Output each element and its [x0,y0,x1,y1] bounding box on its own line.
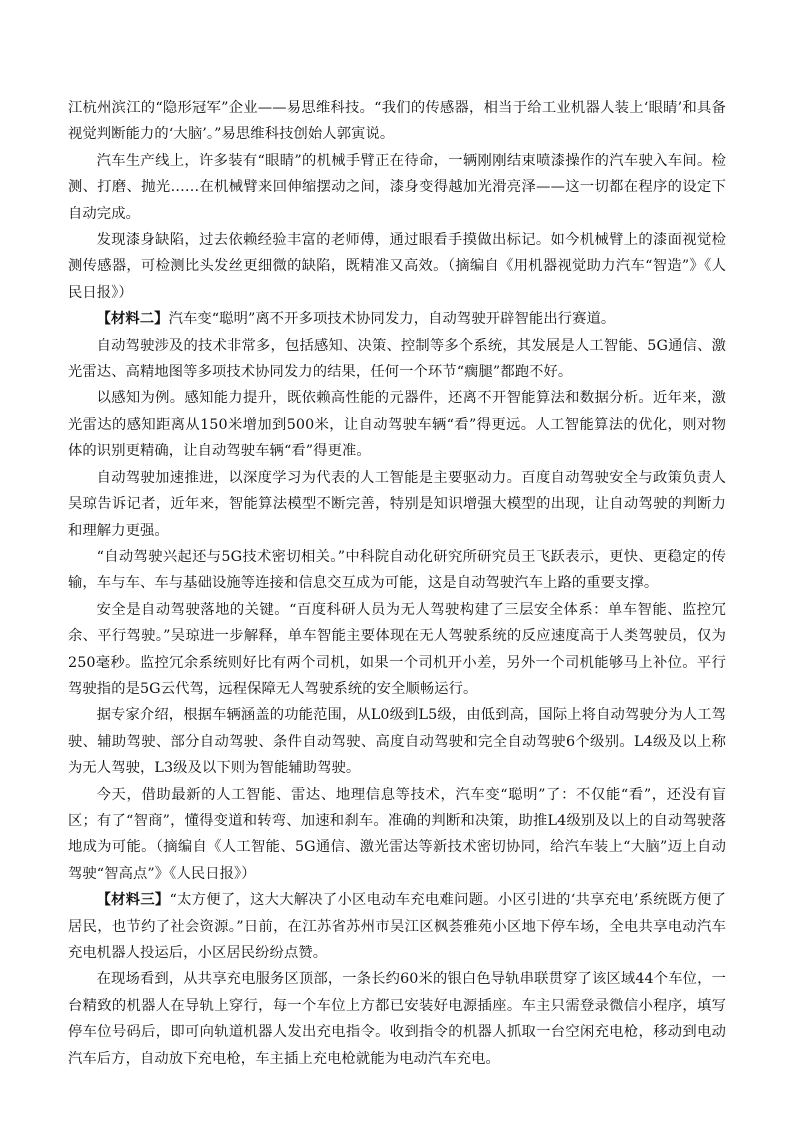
paragraph-text: 汽车变“聪明”离不开多项技术协同发力，自动驾驶开辟智能出行赛道。 [168,311,616,328]
paragraph-text: 今天，借助最新的人工智能、雷达、地理信息等技术，汽车变“聪明”了：不仅能“看”，还没有盲区；有了“智商”，懂得变道和转弯、加速和刹车。准确的判断和决策，助推L4级别及以上的自动驾驶落地成为可能。（摘编自《人工智能、5G通信、激光雷达等新技术密切协同，给汽车装上“大脑”迈上自动驾驶“智高点”》《人民日报》） [68,786,726,882]
material-2-intro [68,306,726,332]
paragraph-2 [68,148,726,227]
paragraph-text: 在现场看到，从共享充电服务区顶部，一条长约60米的银白色导轨串联贯穿了该区域44个车位，一台精致的机器人在导轨上穿行，每一个车位上方都已安装好电源插座。车主只需登录微信小程序，填写停车位号码后，即可向轨道机器人发出充电指令。收到指令的机器人抓取一台空闲充电枪，移动到电动汽车后方，自动放下充电枪，车主插上充电枪就能为电动汽车充电。 [68,971,726,1067]
material-3-intro [68,887,726,966]
paragraph-text: 以感知为例。感知能力提升，既依赖高性能的元器件，还离不开智能算法和数据分析。近年来，激光雷达的感知距离从150米增加到500米，让自动驾驶车辆“看”得更远。人工智能算法的优化，则对物体的识别更精确，让自动驾驶车辆“看”得更准。 [68,390,726,460]
paragraph-9 [68,597,726,703]
article-body [68,95,726,1072]
paragraph-text: “自动驾驶兴起还与5G技术密切相关。”中科院自动化研究所研究员王飞跃表示，更快、更稳定的传输，车与车、车与基础设施等连接和信息交互成为可能，这是自动驾驶汽车上路的重要支撑。 [68,548,726,592]
paragraph-11 [68,782,726,888]
paragraph-text: 汽车生产线上，许多装有“眼睛”的机械手臂正在待命，一辆刚刚结束喷漆操作的汽车驶入车间。检测、打磨、抛光……在机械臂来回伸缩摆动之间，漆身变得越加光滑亮泽——这一切都在程序的设定下自动完成。 [68,152,726,222]
paragraph-6 [68,385,726,464]
paragraph-text: “太方便了，这大大解决了小区电动车充电难问题。小区引进的‘共享充电’系统既方便了居民，也节约了社会资源。”日前，在江苏省苏州市吴江区枫荟雅苑小区地下停车场，全电共享电动汽车充电机器人投运后，小区居民纷纷点赞。 [68,892,726,961]
paragraph-7 [68,465,726,544]
paragraph-text: 自动驾驶涉及的技术非常多，包括感知、决策、控制等多个系统，其发展是人工智能、5G通信、激光雷达、高精地图等多项技术协同发力的结果，任何一个环节“瘸腿”都跑不好。 [68,337,726,381]
paragraph-text: 自动驾驶加速推进，以深度学习为代表的人工智能是主要驱动力。百度自动驾驶安全与政策负责人吴琼告诉记者，近年来，智能算法模型不断完善，特别是知识增强大模型的出现，让自动驾驶的判断力和理解力更强。 [68,469,726,539]
paragraph-10 [68,702,726,781]
material-2-label: 【材料二】 [96,311,169,328]
paragraph-text: 江杭州滨江的“隐形冠军”企业——易思维科技。“我们的传感器，相当于给工业机器人装上‘眼睛’和具备视觉判断能力的‘大脑’。”易思维科技创始人郭寅说。 [68,100,726,143]
paragraph-8 [68,544,726,597]
paragraph-text: 发现漆身缺陷，过去依赖经验丰富的老师傅，通过眼看手摸做出标记。如今机械臂上的漆面视觉检测传感器，可检测比头发丝更细微的缺陷，既精准又高效。（摘编自《用机器视觉助力汽车“智造”》《人民日报》） [68,232,726,301]
paragraph-13 [68,966,726,1072]
paragraph-text: 据专家介绍，根据车辆涵盖的功能范围，从L0级到L5级，由低到高，国际上将自动驾驶分为人工驾驶、辅助驾驶、部分自动驾驶、条件自动驾驶、高度自动驾驶和完全自动驾驶6个级别。L4级及以上称为无人驾驶，L3级及以下则为智能辅助驾驶。 [68,707,726,777]
paragraph-5 [68,333,726,386]
paragraph-3 [68,227,726,306]
paragraph-1 [68,95,726,148]
paragraph-text: 安全是自动驾驶落地的关键。“百度科研人员为无人驾驶构建了三层安全体系：单车智能、监控冗余、平行驾驶。”吴琼进一步解释，单车智能主要体现在无人驾驶系统的反应速度高于人类驾驶员，仅为250毫秒。监控冗余系统则好比有两个司机，如果一个司机开小差，另外一个司机能够马上补位。平行驾驶指的是5G云代驾，远程保障无人驾驶系统的安全顺畅运行。 [68,601,726,697]
material-3-label: 【材料三】 [96,892,170,909]
